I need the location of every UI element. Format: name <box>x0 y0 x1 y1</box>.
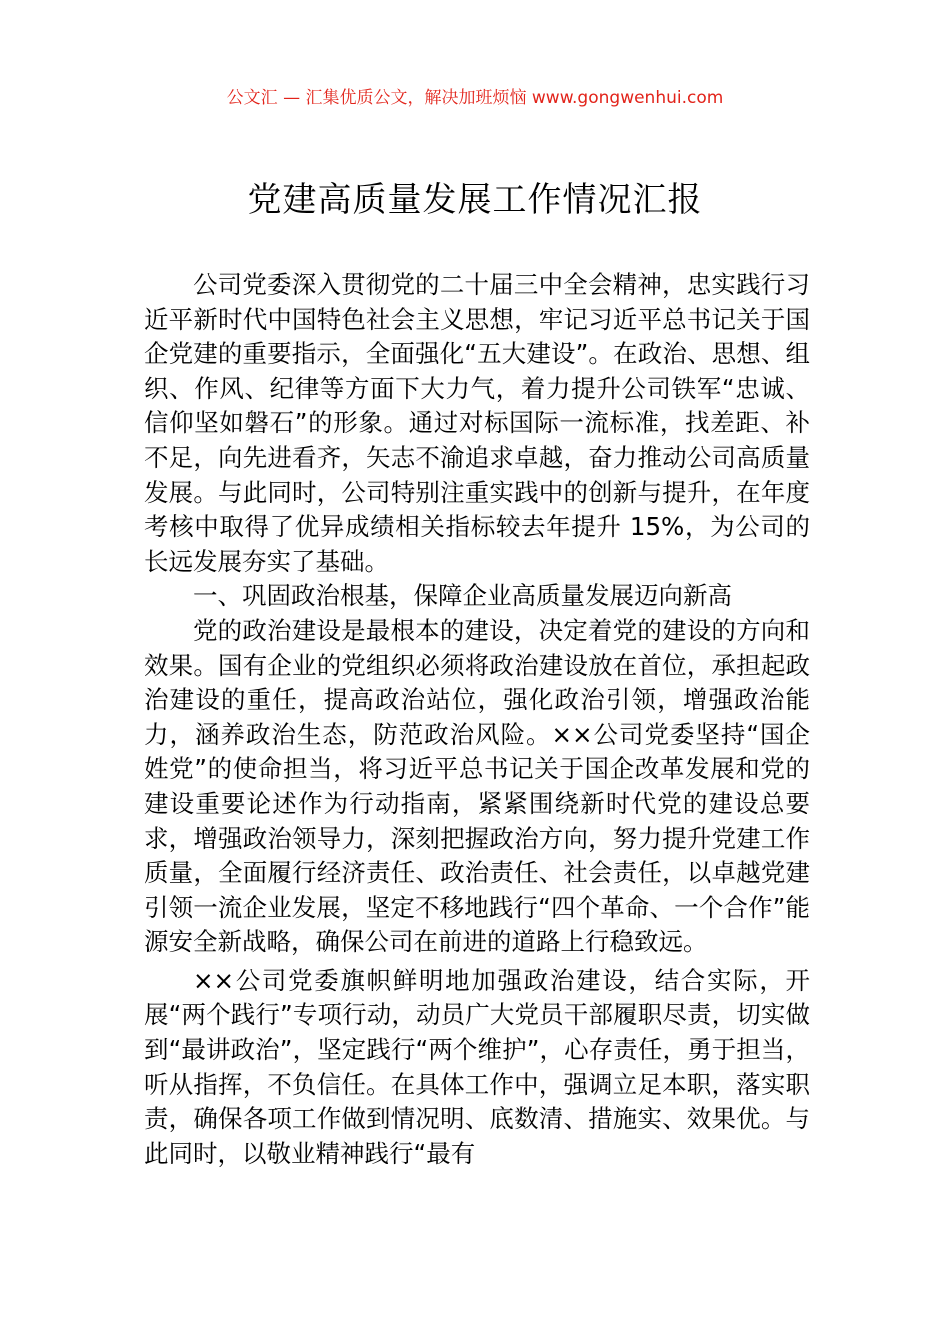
document-body <box>144 268 810 1171</box>
section-heading-1: 一、巩固政治根基，保障企业高质量发展迈向新高 <box>193 581 732 611</box>
header-watermark: 公文汇 — 汇集优质公文，解决加班烦恼 www.gongwenhui.com <box>226 88 724 108</box>
paragraph-political-construction: 党的政治建设是最根本的建设，决定着党的建设的方向和效果。国有企业的党组织必须将政治建设放在首位，承担起政治建设的重任，提高政治站位，强化政治引领，增强政治能力，涵养政治生态，防范政治风险。××公司党委坚持“国企姓党”的使命担当，将习近平总书记关于国企改革发展和党的建设重要论述作为行动指南，紧紧围绕新时代党的建设总要求，增强政治领导力，深刻把握政治方向，努力提升党建工作质量，全面履行经济责任、政治责任、社会责任，以卓越党建引领一流企业发展，坚定不移地践行“四个革命、一个合作”能源安全新战略，确保公司在前进的道路上行稳致远。 <box>144 615 810 957</box>
paragraph-intro: 公司党委深入贯彻党的二十届三中全会精神，忠实践行习近平新时代中国特色社会主义思想，牢记习近平总书记关于国企党建的重要指示，全面强化“五大建设”。在政治、思想、组织、作风、纪律等方面下大力气，着力提升公司铁军“忠诚、信仰坚如磐石”的形象。通过对标国际一流标准，找差距、补不足，向先进看齐，矢志不渝追求卓越，奋力推动公司高质量发展。与此同时，公司特别注重实践中的创新与提升，在年度考核中取得了优异成绩相关指标较去年提升 15%，为公司的长远发展夯实了基础。 <box>144 270 810 576</box>
document-title: 党建高质量发展工作情况汇报 <box>247 180 703 220</box>
paragraph-party-committee: ××公司党委旗帜鲜明地加强政治建设，结合实际，开展“两个践行”专项行动，动员广大党员干部履职尽责，切实做到“最讲政治”，坚定践行“两个维护”，心存责任，勇于担当，听从指挥，不负信任。在具体工作中，强调立足本职，落实职责，确保各项工作做到情况明、底数清、措施实、效果优。与此同时，以敬业精神践行“最有 <box>144 965 810 1168</box>
